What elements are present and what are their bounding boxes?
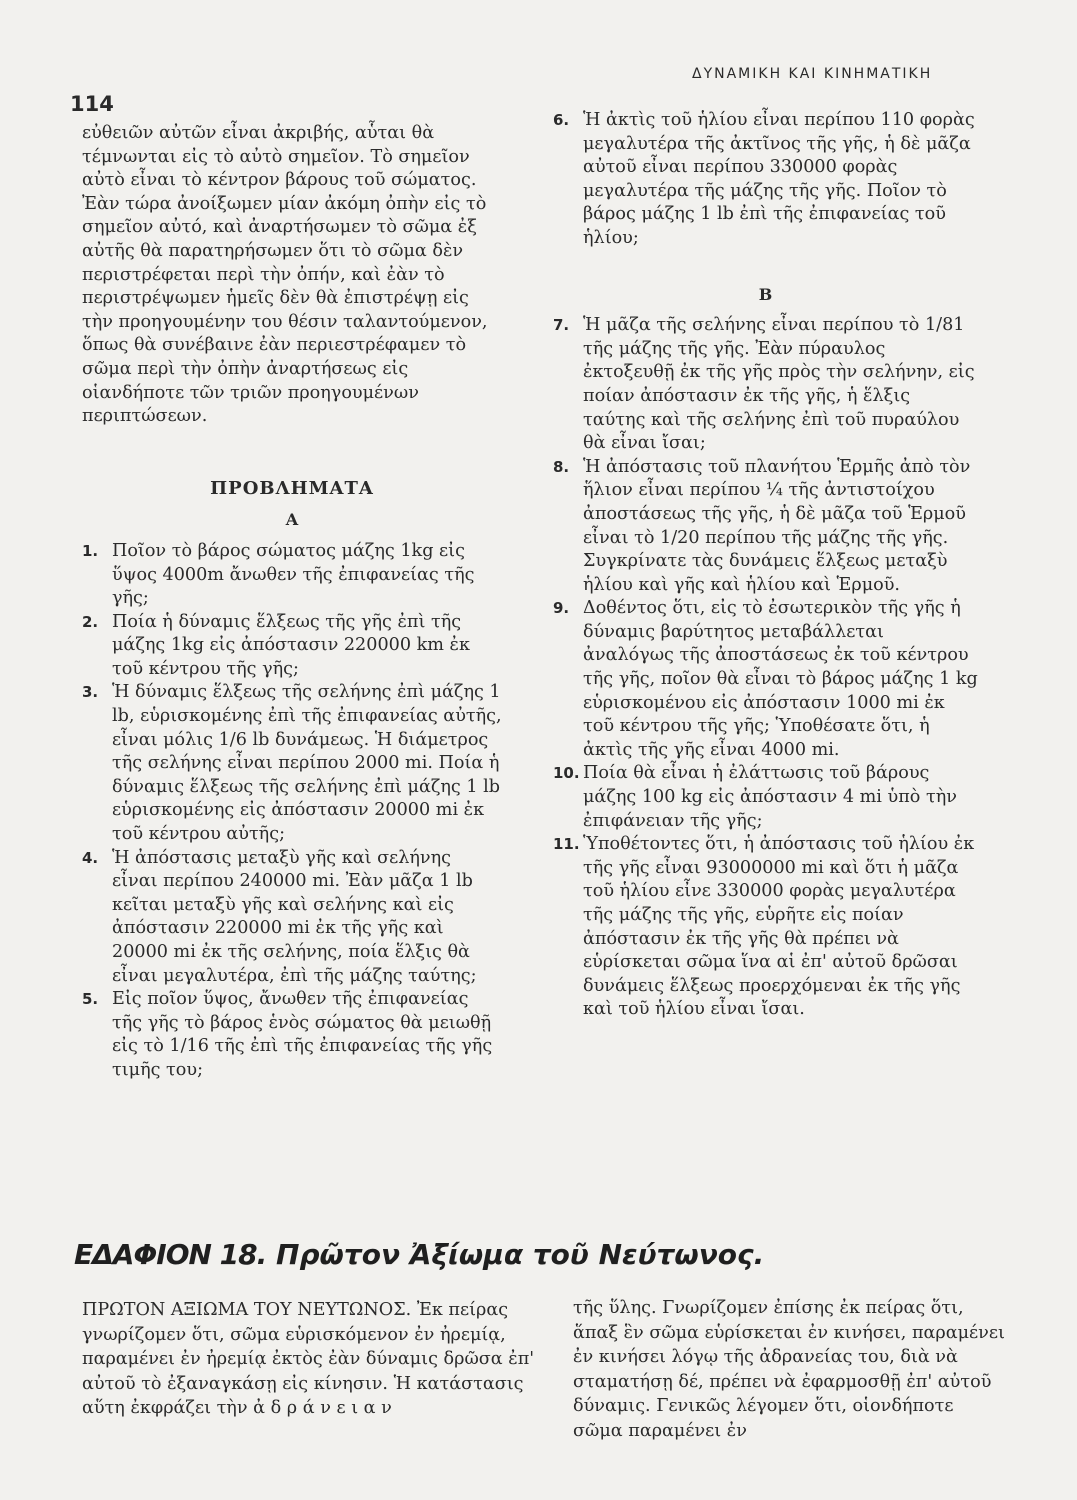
group-b-label: Β bbox=[758, 284, 773, 304]
section-label: ΕΔΑΦΙΟΝ 18. bbox=[74, 1238, 267, 1271]
problem-item bbox=[82, 681, 502, 846]
problem-text: Ποία θὰ εἶναι ἡ ἐλάττωσις τοῦ βάρους μάζης 100 kg εἰς ἀπόστασιν 4 mi ὑπὸ τὴν ἐπιφάνειαν τῆς γῆς; bbox=[583, 763, 957, 831]
problem-text: Ποία ἡ δύναμις ἕλξεως τῆς γῆς ἐπὶ τῆς μάζης 1kg εἰς ἀπόστασιν 220000 km ἐκ τοῦ κέντρου τῆς γῆς; bbox=[112, 611, 470, 679]
problem-text: Ἡ μᾶζα τῆς σελήνης εἶναι περίπου τὸ 1/81 τῆς μάζης τῆς γῆς. Ἐὰν πύραυλος ἐκτοξευθῇ ἐκ τῆς γῆς πρὸς τὴν σελήνην, εἰς ποίαν ἀπόστασιν ἐκ τῆς γῆς, ἡ ἕλξις ταύτης καὶ τῆς σελήνης ἐπὶ τοῦ πυραύλου θὰ εἶναι ἴσαι; bbox=[583, 315, 975, 454]
problem-item bbox=[553, 314, 978, 456]
problem-number: 1. bbox=[82, 541, 99, 560]
problem-text: Δοθέντος ὅτι, εἰς τὸ ἐσωτερικὸν τῆς γῆς ἡ δύναμις βαρύτητος μεταβάλλεται ἀναλόγως τῆς ἀποστάσεως ἐκ τοῦ κέντρου τῆς γῆς, ποῖον θὰ εἶναι τὸ βάρος μάζης 1 kg εὑρισκομένου εἰς ἀπόστασιν 1000 mi ἐκ τοῦ κέντρου τῆς γῆς; Ὑποθέσατε ὅτι, ἡ ἀκτὶς τῆς γῆς εἶναι 4000 mi. bbox=[583, 598, 978, 760]
running-head: ΔΥΝΑΜΙΚΗ ΚΑΙ ΚΙΝΗΜΑΤΙΚΗ bbox=[692, 66, 933, 82]
problem-item bbox=[82, 847, 502, 989]
problem-text: Ἡ ἀπόστασις μεταξὺ γῆς καὶ σελήνης εἶναι περίπου 240000 mi. Ἐὰν μᾶζα 1 lb κεῖται μεταξὺ γῆς καὶ σελήνης καὶ εἰς ἀπόστασιν 220000 mi ἐκ τῆς γῆς καὶ 20000 mi ἐκ τῆς σελήνης, ποία ἕλξις θὰ εἶναι μεγαλυτέρα, ἐπὶ τῆς μάζης ταύτης; bbox=[112, 847, 477, 986]
problem-item bbox=[553, 833, 978, 1022]
problem-list-b bbox=[553, 314, 978, 1022]
problem-text: Εἰς ποῖον ὕψος, ἄνωθεν τῆς ἐπιφανείας τῆς γῆς τὸ βάρος ἑνὸς σώματος θὰ μειωθῇ εἰς τὸ 1/16 τῆς ἐπὶ τῆς ἐπιφανείας τῆς γῆς τιμῆς του; bbox=[112, 989, 493, 1080]
problem-text: Ὑποθέτοντες ὅτι, ἡ ἀπόστασις τοῦ ἡλίου ἐκ τῆς γῆς εἶναι 93000000 mi καὶ ὅτι ἡ μᾶζα τοῦ ἡλίου εἶνε 330000 φορὰς μεγαλυτέρα τῆς μάζης τῆς γῆς, εὑρῆτε εἰς ποίαν ἀπόστασιν ἐκ τῆς γῆς θὰ πρέπει νὰ εὑρίσκεται σῶμα ἵνα αἱ ἐπ' αὐτοῦ δρῶσαι δυνάμεις ἕλξεως προερχόμεναι ἐκ τῆς γῆς καὶ τοῦ ἡλίου εἶναι ἴσαι. bbox=[583, 834, 975, 1020]
group-a-label: Α bbox=[285, 510, 299, 530]
problem-item bbox=[82, 611, 502, 682]
section-heading: Πρῶτον Ἀξίωμα τοῦ Νεύτωνος. bbox=[276, 1238, 765, 1271]
problem-number: 5. bbox=[82, 990, 99, 1009]
problem-item bbox=[553, 762, 978, 833]
intro-paragraph: εὐθειῶν αὐτῶν εἶναι ἀκριβής, αὗται θὰ τέμνωνται εἰς τὸ αὐτὸ σημεῖον. Τὸ σημεῖον αὐτὸ εἶναι τὸ κέντρον βάρους τοῦ σώματος. Ἐὰν τώρα ἀνοίξωμεν μίαν ἀκόμη ὀπὴν εἰς τὸ σημεῖον αὐτό, καὶ ἀναρτήσωμεν τὸ σῶμα ἐξ αὐτῆς θὰ παρατηρήσωμεν ὅτι τὸ σῶμα δὲν περιστρέφεται περὶ τὴν ὀπήν, καὶ ἐὰν τὸ περιστρέψωμεν ἡμεῖς δὲν θὰ ἐπιστρέψῃ εἰς τὴν προηγουμένην του θέσιν ταλαντούμενον, ὅπως θὰ συνέβαινε ἐὰν περιεστρέφαμεν τὸ σῶμα περὶ τὴν ὀπὴν ἀναρτήσεως εἰς οἱανδήποτε τῶν τριῶν προηγουμένων περιπτώσεων. bbox=[82, 123, 488, 427]
problem-number: 6. bbox=[553, 111, 570, 129]
problem-number: 4. bbox=[82, 848, 99, 867]
problem-text: Ἡ δύναμις ἕλξεως τῆς σελήνης ἐπὶ μάζης 1 lb, εὑρισκομένης ἐπὶ τῆς ἐπιφανείας αὐτῆς, εἶναι μόλις 1/6 lb δυνάμεως. Ἡ διάμετρος τῆς σελήνης εἶναι περίπου 2000 mi. Ποία ἡ δύναμις ἕλξεως τῆς σελήνης ἐπὶ μάζης 1 lb εὑρισκομένης εἰς ἀπόστασιν 20000 mi ἐκ τοῦ κέντρου αὐτῆς; bbox=[112, 682, 502, 845]
problem-item bbox=[82, 540, 502, 611]
problem-item bbox=[553, 109, 978, 251]
right-column bbox=[553, 109, 978, 1022]
bottom-left-text: ΠΡΩΤΟΝ ΑΞΙΩΜΑ ΤΟΥ ΝΕΥΤΩΝΟΣ. Ἐκ πείρας γνωρίζομεν ὅτι, σῶμα εὑρισκόμενον ἐν ἠρεμίᾳ, παραμένει ἐν ἠρεμίᾳ ἐκτὸς ἐὰν δύναμις δρῶσα ἐπ' αὐτοῦ τὸ ἐξαναγκάσῃ εἰς κίνησιν. Ἡ κατάστασις αὕτη ἐκφράζει τὴν ἀ δ ρ ά ν ε ι α ν bbox=[82, 1300, 535, 1418]
problem-item bbox=[82, 988, 502, 1082]
problem-item bbox=[553, 456, 978, 598]
problem-number: 7. bbox=[553, 316, 570, 335]
section-title bbox=[74, 1238, 1034, 1271]
problem-item bbox=[553, 597, 978, 762]
problem-number: 9. bbox=[553, 599, 570, 618]
problem-text: Ποῖον τὸ βάρος σώματος μάζης 1kg εἰς ὕψος 4000m ἄνωθεν τῆς ἐπιφανείας τῆς γῆς; bbox=[112, 540, 475, 609]
problem-number: 10. bbox=[553, 764, 580, 783]
problem-text: Ἡ ἀκτὶς τοῦ ἡλίου εἶναι περίπου 110 φορὰς μεγαλυτέρα τῆς ἀκτῖνος τῆς γῆς, ἡ δὲ μᾶζα αὐτοῦ εἶναι περίπου 330000 φορὰς μεγαλυτέρα τῆς μάζης τῆς γῆς. Ποῖον τὸ βάρος μάζης 1 lb ἐπὶ τῆς ἐπιφανείας τοῦ ἡλίου; bbox=[583, 110, 975, 248]
page-number: 114 bbox=[70, 92, 114, 116]
problems-heading: ΠΡΟΒΛΗΜΑΤΑ bbox=[210, 477, 374, 499]
problem-number: 3. bbox=[82, 683, 99, 702]
problem-list-a bbox=[82, 540, 502, 1083]
problem-number: 8. bbox=[553, 457, 570, 476]
problem-text: Ἡ ἀπόστασις τοῦ πλανήτου Ἑρμῆς ἀπὸ τὸν ἥλιον εἶναι περίπου ¼ τῆς ἀντιστοίχου ἀποστάσεως τῆς γῆς, ἡ δὲ μᾶζα τοῦ Ἑρμοῦ εἶναι τὸ 1/20 περίπου τῆς μάζης τῆς γῆς. Συγκρίνατε τὰς δυνάμεις ἕλξεως μεταξὺ ἡλίου καὶ γῆς καὶ ἡλίου καὶ Ἑρμοῦ. bbox=[583, 456, 971, 595]
problem-number: 11. bbox=[553, 835, 580, 854]
problem-number: 2. bbox=[82, 612, 99, 631]
left-column bbox=[82, 122, 502, 1083]
bottom-right-text: τῆς ὕλης. Γνωρίζομεν ἐπίσης ἐκ πείρας ὅτι, ἅπαξ ἓν σῶμα εὑρίσκεται ἐν κινήσει, παραμένει ἐν κινήσει λόγῳ τῆς ἀδρανείας του, διὰ νὰ σταματήσῃ δέ, πρέπει νὰ ἐφαρμοσθῇ ἐπ' αὐτοῦ δύναμις. Γενικῶς λέγομεν ὅτι, οἱονδήποτε σῶμα παραμένει ἐν bbox=[573, 1298, 1005, 1441]
